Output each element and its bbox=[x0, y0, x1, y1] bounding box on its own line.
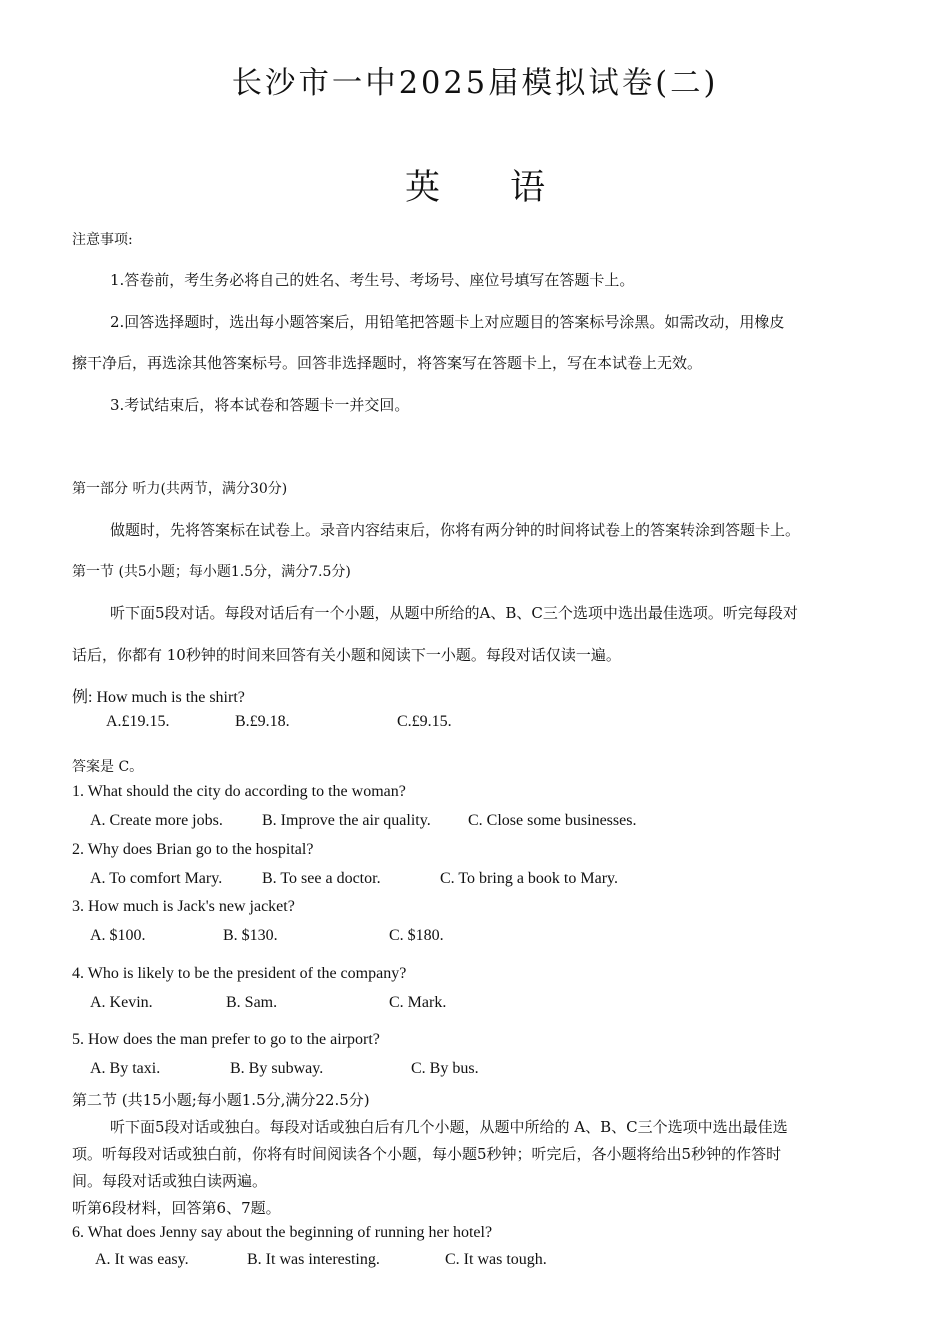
question-5: 5. How does the man prefer to go to the airport? bbox=[72, 1031, 380, 1048]
section2-intro-line-1: 听下面5段对话或独白。每段对话或独白后有几个小题，从题中所给的 A、B、C三个选项中选出最佳选 bbox=[110, 1118, 788, 1136]
part1-heading: 第一部分 听力(共两节，满分30分) bbox=[72, 481, 288, 497]
example-answer: 答案是 C。 bbox=[72, 759, 144, 775]
subject-char-2: 语 bbox=[510, 167, 546, 208]
notice-item-2-line-2: 擦干净后，再选涂其他答案标号。回答非选择题时，将答案写在答题卡上，写在本试卷上无效。 bbox=[72, 354, 703, 372]
question-2-option-a: A. To comfort Mary. bbox=[90, 870, 223, 887]
question-3-option-b: B. $130. bbox=[223, 927, 278, 944]
material-6-note: 听第6段材料，回答第6、7题。 bbox=[72, 1199, 281, 1217]
question-6-option-b: B. It was interesting. bbox=[247, 1251, 380, 1268]
section1-intro-line-1: 听下面5段对话。每段对话后有一个小题，从题中所给的A、B、C三个选项中选出最佳选项。听完每段对 bbox=[110, 604, 798, 622]
example-option-c: C.£9.15. bbox=[397, 713, 452, 730]
question-1-option-a: A. Create more jobs. bbox=[90, 812, 223, 829]
section2-heading: 第二节 (共15小题;每小题1.5分,满分22.5分) bbox=[72, 1091, 370, 1109]
section1-intro-line-2: 话后，你都有 10秒钟的时间来回答有关小题和阅读下一小题。每段对话仅读一遍。 bbox=[72, 646, 621, 664]
question-1: 1. What should the city do according to the woman? bbox=[72, 783, 406, 800]
question-4-option-a: A. Kevin. bbox=[90, 994, 153, 1011]
question-6: 6. What does Jenny say about the beginning of running her hotel? bbox=[72, 1224, 493, 1241]
question-2-option-b: B. To see a doctor. bbox=[262, 870, 381, 887]
subject-title bbox=[0, 160, 950, 210]
notice-item-2-line-1: 2.回答选择题时，选出每小题答案后，用铅笔把答题卡上对应题目的答案标号涂黑。如需改动，用橡皮 bbox=[110, 313, 785, 331]
question-4: 4. Who is likely to be the president of the company? bbox=[72, 965, 407, 982]
notice-item-1: 1.答卷前，考生务必将自己的姓名、考生号、考场号、座位号填写在答题卡上。 bbox=[110, 271, 635, 289]
question-3: 3. How much is Jack's new jacket? bbox=[72, 898, 295, 915]
example-question: 例: How much is the shirt? bbox=[72, 689, 245, 706]
question-3-option-c: C. $180. bbox=[389, 927, 444, 944]
question-2-option-c: C. To bring a book to Mary. bbox=[440, 870, 618, 887]
question-6-option-c: C. It was tough. bbox=[445, 1251, 547, 1268]
question-5-option-c: C. By bus. bbox=[411, 1060, 479, 1077]
question-2: 2. Why does Brian go to the hospital? bbox=[72, 841, 314, 858]
notice-item-3: 3.考试结束后，将本试卷和答题卡一并交回。 bbox=[110, 396, 410, 414]
question-6-option-a: A. It was easy. bbox=[95, 1251, 189, 1268]
example-option-b: B.£9.18. bbox=[235, 713, 290, 730]
example-option-a: A.£19.15. bbox=[106, 713, 170, 730]
section2-intro-line-3: 间。每段对话或独白读两遍。 bbox=[72, 1172, 268, 1190]
notice-heading: 注意事项: bbox=[72, 232, 133, 248]
section1-heading: 第一节 (共5小题；每小题1.5分，满分7.5分) bbox=[72, 564, 351, 580]
part1-intro: 做题时，先将答案标在试卷上。录音内容结束后，你将有两分钟的时间将试卷上的答案转涂到答题卡上。 bbox=[110, 521, 801, 539]
section2-intro-line-2: 项。听每段对话或独白前，你将有时间阅读各个小题，每小题5秒钟；听完后，各小题将给出5秒钟的作答时 bbox=[72, 1145, 782, 1163]
question-1-option-c: C. Close some businesses. bbox=[468, 812, 637, 829]
question-5-option-b: B. By subway. bbox=[230, 1060, 324, 1077]
question-3-option-a: A. $100. bbox=[90, 927, 146, 944]
question-4-option-c: C. Mark. bbox=[389, 994, 447, 1011]
subject-char-1: 英 bbox=[404, 167, 440, 208]
exam-title: 长沙市一中2025届模拟试卷(二) bbox=[231, 66, 719, 101]
question-5-option-a: A. By taxi. bbox=[90, 1060, 161, 1077]
question-4-option-b: B. Sam. bbox=[226, 994, 278, 1011]
question-1-option-b: B. Improve the air quality. bbox=[262, 812, 431, 829]
